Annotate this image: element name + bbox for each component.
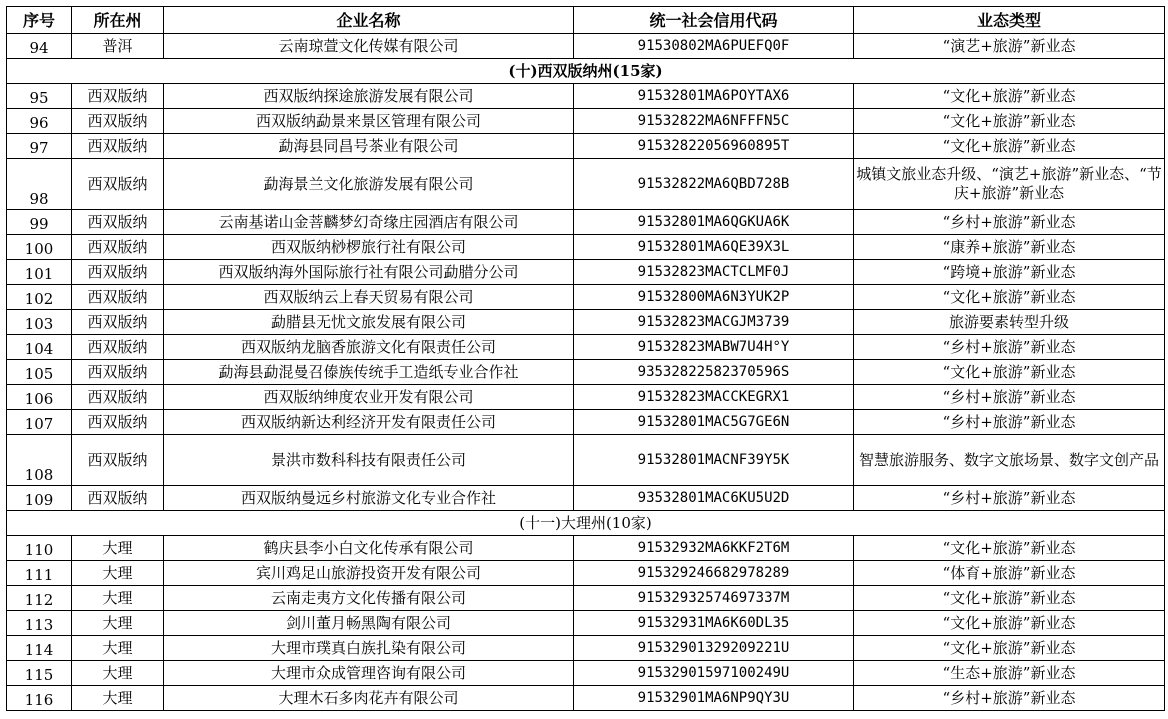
row-business-type: “演艺+旅游”新业态 bbox=[854, 34, 1165, 59]
row-credit-code: 91532932MA6KKF2T6M bbox=[574, 536, 854, 561]
row-seq: 112 bbox=[7, 586, 72, 611]
row-company-name: 鹤庆县李小白文化传承有限公司 bbox=[164, 536, 574, 561]
header-credit-code: 统一社会信用代码 bbox=[574, 7, 854, 34]
row-company-name: 西双版纳曼远乡村旅游文化专业合作社 bbox=[164, 486, 574, 511]
row-credit-code: 91532801MA6POYTAX6 bbox=[574, 84, 854, 109]
row-company-name: 西双版纳绅度农业开发有限公司 bbox=[164, 385, 574, 410]
row-business-type: 旅游要素转型升级 bbox=[854, 310, 1165, 335]
row-credit-code: 91532924668297828​9 bbox=[574, 561, 854, 586]
table-row bbox=[7, 235, 1165, 260]
row-company-name: 大理市璞真白族扎染有限公司 bbox=[164, 636, 574, 661]
row-seq: 113 bbox=[7, 611, 72, 636]
table-row bbox=[7, 360, 1165, 385]
row-seq: 95 bbox=[7, 84, 72, 109]
table-row bbox=[7, 335, 1165, 360]
table-row bbox=[7, 260, 1165, 285]
row-credit-code: 91532931MA6K60DL35 bbox=[574, 611, 854, 636]
table-body bbox=[7, 34, 1165, 711]
row-company-name: 云南琼萱文化传媒有限公司 bbox=[164, 34, 574, 59]
table-row bbox=[7, 561, 1165, 586]
row-region: 大理 bbox=[72, 636, 164, 661]
table-row bbox=[7, 686, 1165, 711]
row-credit-code: 91532932574697337M bbox=[574, 586, 854, 611]
row-credit-code: 91532901597100249U bbox=[574, 661, 854, 686]
table-row bbox=[7, 410, 1165, 435]
header-seq: 序号 bbox=[7, 7, 72, 34]
row-region: 西双版纳 bbox=[72, 335, 164, 360]
row-company-name: 西双版纳新达利经济开发有限责任公司 bbox=[164, 410, 574, 435]
row-company-name: 云南走夷方文化传播有限公司 bbox=[164, 586, 574, 611]
table-row bbox=[7, 134, 1165, 159]
row-seq: 111 bbox=[7, 561, 72, 586]
row-company-name: 剑川董月畅黑陶有限公司 bbox=[164, 611, 574, 636]
row-credit-code: 91532823MACCKEGRX1 bbox=[574, 385, 854, 410]
row-region: 大理 bbox=[72, 661, 164, 686]
row-region: 西双版纳 bbox=[72, 159, 164, 210]
row-business-type: 城镇文旅业态升级、“演艺+旅游”新业态、“节庆+旅游”新业态 bbox=[854, 159, 1165, 210]
row-business-type: “康养+旅游”新业态 bbox=[854, 235, 1165, 260]
row-seq: 106 bbox=[7, 385, 72, 410]
row-company-name: 勐海县同昌号茶业有限公司 bbox=[164, 134, 574, 159]
row-credit-code: 91532801MACNF39Y5K bbox=[574, 435, 854, 486]
table-row bbox=[7, 611, 1165, 636]
row-business-type: “文化+旅游”新业态 bbox=[854, 134, 1165, 159]
row-seq: 94 bbox=[7, 34, 72, 59]
row-business-type: “乡村+旅游”新业态 bbox=[854, 210, 1165, 235]
row-company-name: 西双版纳龙脑香旅游文化有限责任公司 bbox=[164, 335, 574, 360]
row-business-type: “文化+旅游”新业态 bbox=[854, 360, 1165, 385]
row-credit-code: 93532801MAC6KU5U2D bbox=[574, 486, 854, 511]
row-business-type: “体育+旅游”新业态 bbox=[854, 561, 1165, 586]
row-business-type: “文化+旅游”新业态 bbox=[854, 285, 1165, 310]
row-company-name: 勐海景兰文化旅游发展有限公司 bbox=[164, 159, 574, 210]
row-company-name: 勐腊县无忧文旅发展有限公司 bbox=[164, 310, 574, 335]
table-row bbox=[7, 435, 1165, 486]
row-seq: 97 bbox=[7, 134, 72, 159]
row-region: 西双版纳 bbox=[72, 385, 164, 410]
row-credit-code: 91530802MA6PUEFQ0F bbox=[574, 34, 854, 59]
table-row bbox=[7, 636, 1165, 661]
row-credit-code: 91532822056960895T bbox=[574, 134, 854, 159]
row-business-type: “乡村+旅游”新业态 bbox=[854, 410, 1165, 435]
row-business-type: 智慧旅游服务、数字文旅场景、数字文创产品 bbox=[854, 435, 1165, 486]
row-seq: 99 bbox=[7, 210, 72, 235]
row-region: 大理 bbox=[72, 611, 164, 636]
row-credit-code: 91532800MA6N3YUK2P bbox=[574, 285, 854, 310]
row-region: 西双版纳 bbox=[72, 435, 164, 486]
group-label: (十一)大理州(10家) bbox=[7, 511, 1165, 536]
row-company-name: 大理市众成管理咨询有限公司 bbox=[164, 661, 574, 686]
table-row bbox=[7, 586, 1165, 611]
row-business-type: “文化+旅游”新业态 bbox=[854, 611, 1165, 636]
row-region: 大理 bbox=[72, 536, 164, 561]
row-region: 西双版纳 bbox=[72, 360, 164, 385]
enterprise-table bbox=[6, 6, 1165, 711]
row-region: 大理 bbox=[72, 586, 164, 611]
row-business-type: “乡村+旅游”新业态 bbox=[854, 335, 1165, 360]
row-region: 西双版纳 bbox=[72, 410, 164, 435]
row-region: 大理 bbox=[72, 686, 164, 711]
row-region: 西双版纳 bbox=[72, 210, 164, 235]
row-seq: 101 bbox=[7, 260, 72, 285]
row-business-type: “文化+旅游”新业态 bbox=[854, 84, 1165, 109]
table-row bbox=[7, 661, 1165, 686]
row-business-type: “生态+旅游”新业态 bbox=[854, 661, 1165, 686]
row-seq: 108 bbox=[7, 435, 72, 486]
header-business-type: 业态类型 bbox=[854, 7, 1165, 34]
group-header-row bbox=[7, 59, 1165, 84]
row-business-type: “乡村+旅游”新业态 bbox=[854, 686, 1165, 711]
row-business-type: “乡村+旅游”新业态 bbox=[854, 486, 1165, 511]
table-row bbox=[7, 210, 1165, 235]
row-business-type: “乡村+旅游”新业态 bbox=[854, 385, 1165, 410]
row-company-name: 西双版纳云上春天贸易有限公司 bbox=[164, 285, 574, 310]
row-seq: 100 bbox=[7, 235, 72, 260]
row-credit-code: 91532822MA6QBD728B bbox=[574, 159, 854, 210]
row-company-name: 西双版纳探途旅游发展有限公司 bbox=[164, 84, 574, 109]
table-row bbox=[7, 486, 1165, 511]
table-row bbox=[7, 84, 1165, 109]
row-region: 西双版纳 bbox=[72, 109, 164, 134]
row-company-name: 西双版纳桫椤旅行社有限公司 bbox=[164, 235, 574, 260]
row-credit-code: 91532801MA6QE39X3L bbox=[574, 235, 854, 260]
row-region: 西双版纳 bbox=[72, 260, 164, 285]
row-credit-code: 93532822582370596S bbox=[574, 360, 854, 385]
row-region: 大理 bbox=[72, 561, 164, 586]
row-credit-code: 91532823MABW7U4H°Y bbox=[574, 335, 854, 360]
table-row bbox=[7, 536, 1165, 561]
row-seq: 109 bbox=[7, 486, 72, 511]
header-company-name: 企业名称 bbox=[164, 7, 574, 34]
row-credit-code: 91532901329209221U bbox=[574, 636, 854, 661]
row-credit-code: 91532901MA6NP9QY3U bbox=[574, 686, 854, 711]
table-row bbox=[7, 285, 1165, 310]
row-seq: 105 bbox=[7, 360, 72, 385]
row-region: 西双版纳 bbox=[72, 310, 164, 335]
table-row bbox=[7, 385, 1165, 410]
group-label: (十)西双版纳州(15家) bbox=[7, 59, 1165, 84]
row-credit-code: 91532823MACTCLMF0J bbox=[574, 260, 854, 285]
row-region: 西双版纳 bbox=[72, 134, 164, 159]
row-seq: 107 bbox=[7, 410, 72, 435]
header-row bbox=[7, 7, 1165, 34]
row-company-name: 西双版纳海外国际旅行社有限公司勐腊分公司 bbox=[164, 260, 574, 285]
row-company-name: 大理木石多肉花卉有限公司 bbox=[164, 686, 574, 711]
row-seq: 115 bbox=[7, 661, 72, 686]
row-region: 西双版纳 bbox=[72, 285, 164, 310]
row-business-type: “文化+旅游”新业态 bbox=[854, 536, 1165, 561]
row-region: 西双版纳 bbox=[72, 486, 164, 511]
row-company-name: 西双版纳勐景来景区管理有限公司 bbox=[164, 109, 574, 134]
table-row bbox=[7, 109, 1165, 134]
table-row bbox=[7, 310, 1165, 335]
row-business-type: “跨境+旅游”新业态 bbox=[854, 260, 1165, 285]
row-business-type: “文化+旅游”新业态 bbox=[854, 586, 1165, 611]
row-seq: 110 bbox=[7, 536, 72, 561]
row-seq: 116 bbox=[7, 686, 72, 711]
row-seq: 98 bbox=[7, 159, 72, 210]
row-seq: 114 bbox=[7, 636, 72, 661]
row-seq: 103 bbox=[7, 310, 72, 335]
row-company-name: 云南基诺山金菩麟梦幻奇缘庄园酒店有限公司 bbox=[164, 210, 574, 235]
row-region: 普洱 bbox=[72, 34, 164, 59]
header-region: 所在州 bbox=[72, 7, 164, 34]
row-region: 西双版纳 bbox=[72, 84, 164, 109]
group-header-row bbox=[7, 511, 1165, 536]
row-credit-code: 91532801MA6QGKUA6K bbox=[574, 210, 854, 235]
row-seq: 104 bbox=[7, 335, 72, 360]
row-company-name: 景洪市数科科技有限责任公司 bbox=[164, 435, 574, 486]
row-credit-code: 91532801MAC5G7GE6N bbox=[574, 410, 854, 435]
row-company-name: 勐海县勐混曼召傣族传统手工造纸专业合作社 bbox=[164, 360, 574, 385]
table-row bbox=[7, 34, 1165, 59]
row-business-type: “文化+旅游”新业态 bbox=[854, 109, 1165, 134]
table-row bbox=[7, 159, 1165, 210]
row-seq: 102 bbox=[7, 285, 72, 310]
row-company-name: 宾川鸡足山旅游投资开发有限公司 bbox=[164, 561, 574, 586]
row-seq: 96 bbox=[7, 109, 72, 134]
row-credit-code: 91532822MA6NFFFN5C bbox=[574, 109, 854, 134]
row-credit-code: 91532823MACGJM3739 bbox=[574, 310, 854, 335]
row-business-type: “文化+旅游”新业态 bbox=[854, 636, 1165, 661]
row-region: 西双版纳 bbox=[72, 235, 164, 260]
